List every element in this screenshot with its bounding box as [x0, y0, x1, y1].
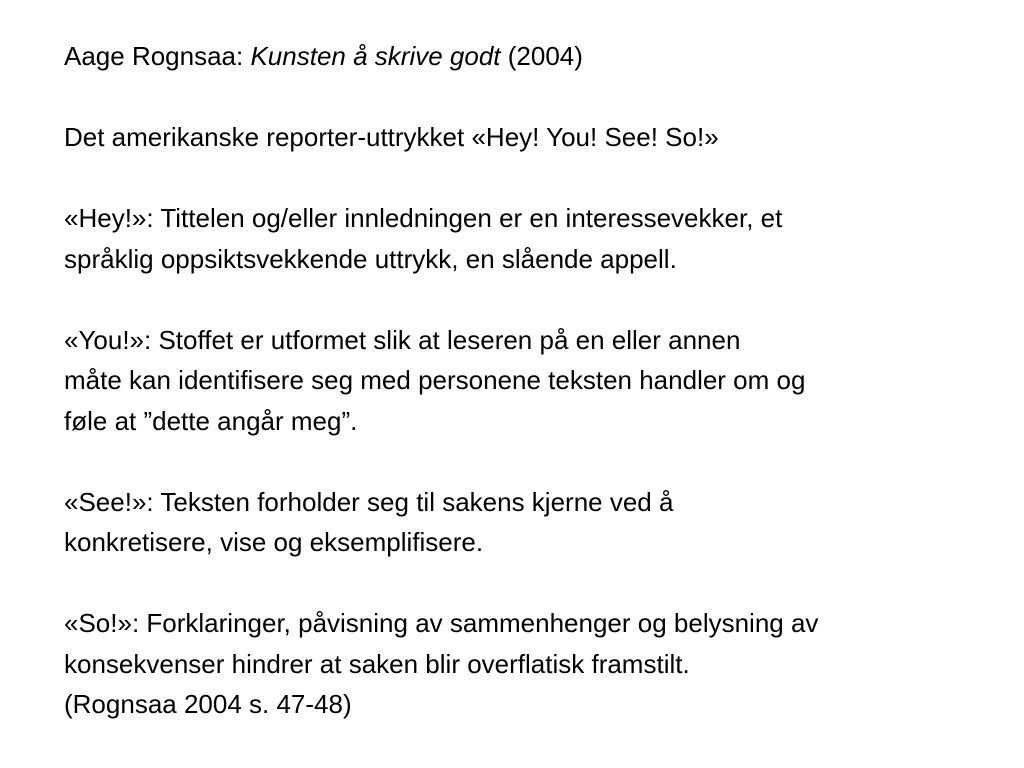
paragraph-gap — [64, 158, 964, 199]
see-paragraph — [64, 482, 964, 563]
source-heading — [64, 36, 964, 77]
see-line-2: konkretisere, vise og eksemplifisere. — [64, 527, 484, 557]
see-line-1: «See!»: Teksten forholder seg til sakens kjerne ved å — [64, 486, 674, 517]
you-line-3: føle at ”dette angår meg”. — [64, 405, 358, 436]
so-line-1: «So!»: Forklaringer, påvisning av sammenhenger og belysning av — [64, 608, 819, 638]
so-line-2: konsekvenser hindrer at saken blir overflatisk framstilt. — [64, 648, 690, 679]
hey-paragraph — [64, 198, 964, 279]
paragraph-gap — [64, 279, 964, 320]
citation: (Rognsaa 2004 s. 47-48) — [64, 689, 352, 719]
heading-author: Aage Rognsaa: — [64, 41, 251, 71]
slide-text-body — [64, 36, 964, 725]
hey-line-2: språklig oppsiktsvekkende uttrykk, en slående appell. — [64, 243, 677, 274]
heading-book-title: Kunsten å skrive godt — [250, 41, 501, 71]
you-line-2: måte kan identifisere seg med personene teksten handler om og — [64, 365, 806, 395]
hey-line-1: «Hey!»: Tittelen og/eller innledningen er en interessevekker, et — [64, 203, 783, 233]
you-line-1: «You!»: Stoffet er utformet slik at leseren på en eller annen — [64, 324, 741, 355]
paragraph-gap — [64, 441, 964, 482]
paragraph-gap — [64, 77, 964, 118]
paragraph-gap — [64, 563, 964, 604]
so-paragraph — [64, 603, 964, 684]
you-paragraph — [64, 320, 964, 442]
heading-year: (2004) — [500, 41, 583, 71]
intro-line: Det amerikanske reporter-uttrykket «Hey! You! See! So!» — [64, 122, 719, 152]
